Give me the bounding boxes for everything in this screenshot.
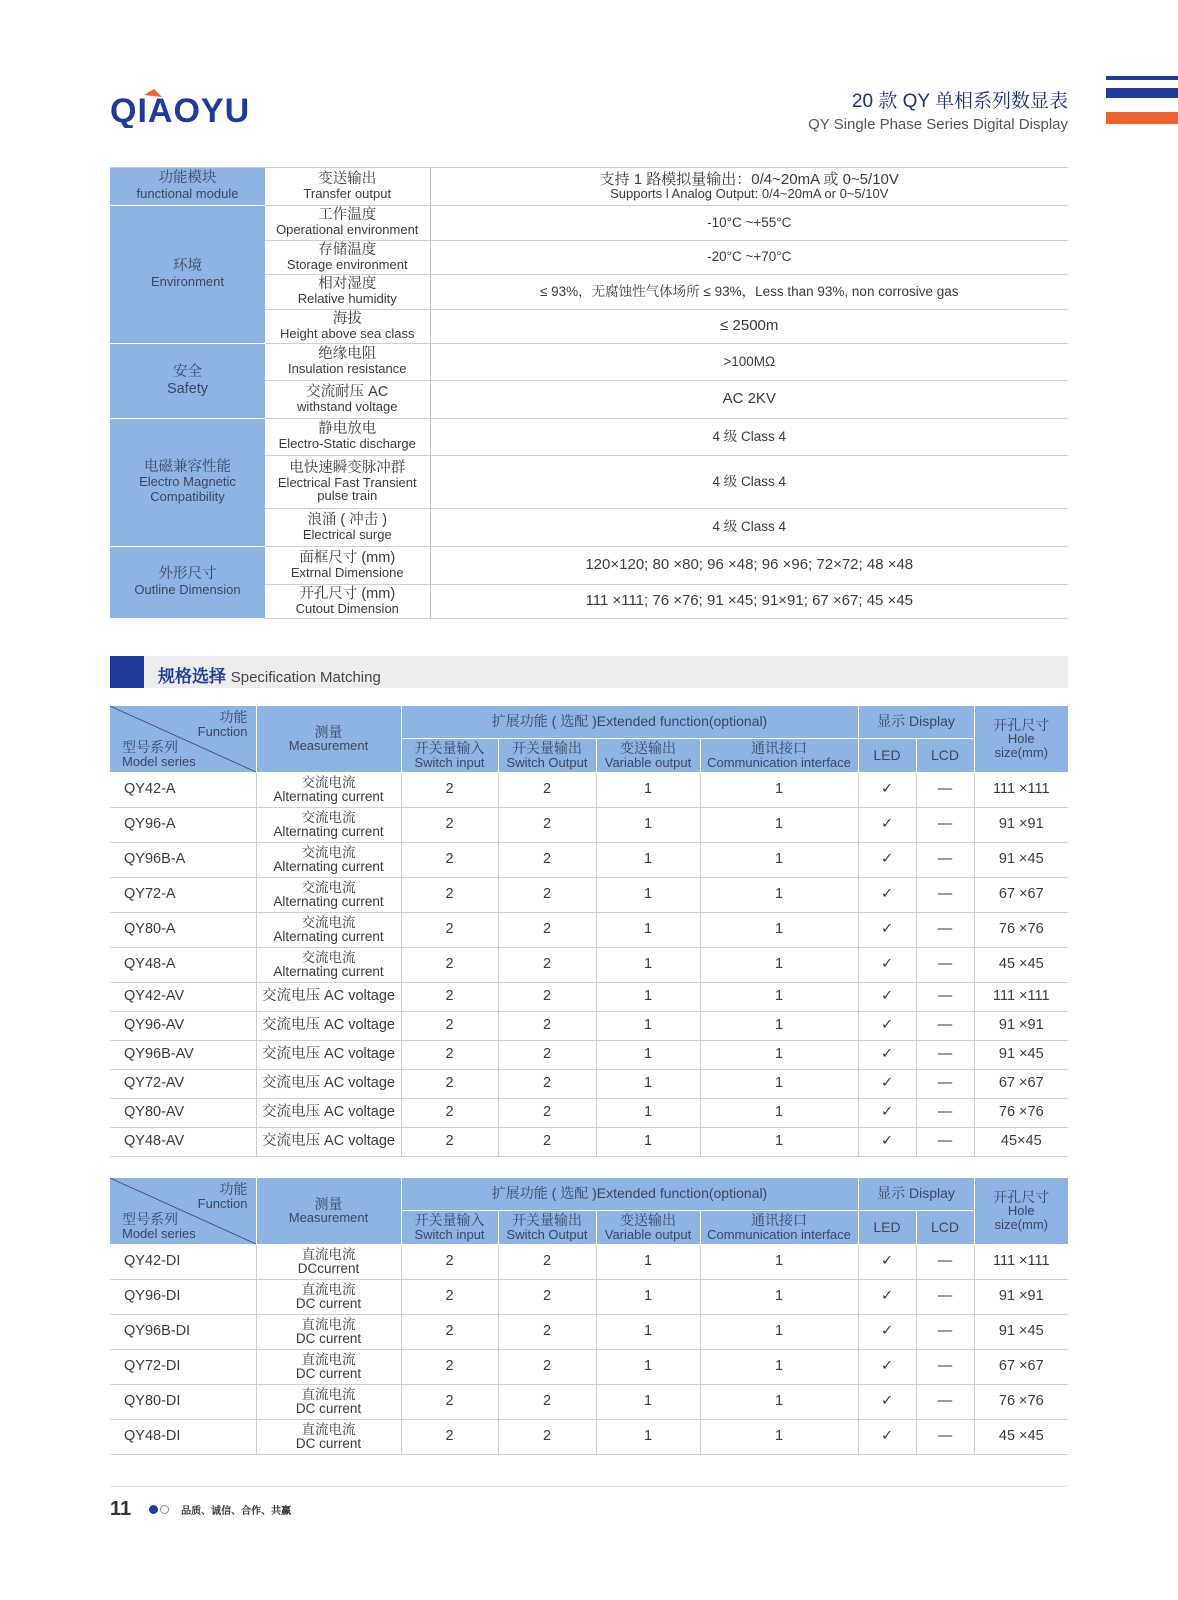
table-row [110,1040,1068,1069]
measurement-cell: 交流电压 AC voltage [256,1098,401,1127]
measurement-cell: 交流电压 AC voltage [256,1040,401,1069]
led-check-icon: ✓ [858,912,916,947]
comm-interface-header: 通讯接口 Communication interface [700,1210,858,1244]
comm-interface-cell: 1 [700,1040,858,1069]
measurement-cell: 交流电流 Alternating current [256,877,401,912]
led-check-icon: ✓ [858,1040,916,1069]
table-row [110,877,1068,912]
table-row [110,546,1068,584]
measurement-cell: 直流电流 DC current [256,1419,401,1454]
logo-mark-icon [110,86,280,128]
switch-input-cell: 2 [401,1069,498,1098]
hole-size-cell: 67 ×67 [974,1349,1068,1384]
category-cell: 安全 Safety [110,343,265,418]
model-cell: QY80-AV [110,1098,256,1127]
item-label-cell: 静电放电 Electro-Static discharge [265,418,430,455]
comm-interface-cell: 1 [700,772,858,807]
lcd-cell: — [916,1384,974,1419]
switch-input-cell: 2 [401,877,498,912]
measurement-cell: 直流电流 DC current [256,1314,401,1349]
switch-input-cell: 2 [401,1040,498,1069]
model-cell: QY96B-A [110,842,256,877]
switch-input-cell: 2 [401,1244,498,1279]
switch-output-header: 开关量输出 Switch Output [498,1210,596,1244]
lcd-header: LCD [916,738,974,772]
led-check-icon: ✓ [858,772,916,807]
hole-size-cell: 45×45 [974,1127,1068,1156]
table-row [110,1011,1068,1040]
function-model-header: 功能 Function 型号系列 Model series [110,1178,256,1244]
lcd-cell: — [916,1011,974,1040]
table-row [110,772,1068,807]
comm-interface-cell: 1 [700,1069,858,1098]
extended-function-header: 扩展功能 ( 选配 )Extended function(optional) [401,706,858,738]
footer-divider [110,1486,1068,1487]
comm-interface-cell: 1 [700,807,858,842]
header-stripe-navy [1106,88,1178,98]
model-cell: QY48-DI [110,1419,256,1454]
variable-output-cell: 1 [596,1279,700,1314]
model-cell: QY96B-DI [110,1314,256,1349]
lcd-cell: — [916,842,974,877]
hole-size-header: 开孔尺寸 Hole size(mm) [974,706,1068,772]
display-header: 显示 Display [858,706,974,738]
comm-interface-cell: 1 [700,1244,858,1279]
comm-interface-cell: 1 [700,842,858,877]
table-row [110,1384,1068,1419]
item-label-cell: 绝缘电阻 Insulation resistance [265,343,430,380]
item-label-cell: 面框尺寸 (mm) Extrnal Dimensione [265,546,430,584]
category-cell: 电磁兼容性能 Electro Magnetic Compatibility [110,418,265,546]
switch-input-cell: 2 [401,807,498,842]
hole-size-cell: 111 ×111 [974,982,1068,1011]
value-cell: 111 ×111; 76 ×76; 91 ×45; 91×91; 67 ×67; 45 ×45 [430,584,1068,618]
comm-interface-cell: 1 [700,1419,858,1454]
comm-interface-cell: 1 [700,1279,858,1314]
display-header: 显示 Display [858,1178,974,1210]
switch-input-cell: 2 [401,842,498,877]
category-cell: 功能模块 functional module [110,168,265,205]
model-cell: QY48-A [110,947,256,982]
value-cell: ≤ 93%，无腐蚀性气体场所 ≤ 93%，Less than 93%, non corrosive gas [430,274,1068,309]
footer-slogan: 品质、诚信、合作、共赢 [181,1506,292,1517]
variable-output-cell: 1 [596,912,700,947]
lcd-cell: — [916,1419,974,1454]
measurement-cell: 交流电压 AC voltage [256,1127,401,1156]
dc-table-body [110,1244,1068,1454]
lcd-cell: — [916,1069,974,1098]
switch-input-cell: 2 [401,1349,498,1384]
led-check-icon: ✓ [858,1314,916,1349]
item-label-cell: 存储温度 Storage environment [265,240,430,274]
model-cell: QY96-A [110,807,256,842]
measurement-cell: 交流电流 Alternating current [256,772,401,807]
switch-output-cell: 2 [498,1127,596,1156]
table-row [110,205,1068,240]
ac-model-table [110,706,1068,1157]
measurement-cell: 交流电压 AC voltage [256,1011,401,1040]
item-label-cell: 开孔尺寸 (mm) Cutout Dimension [265,584,430,618]
variable-output-cell: 1 [596,772,700,807]
lcd-cell: — [916,807,974,842]
environment-table [110,168,1068,619]
item-label-cell: 变送输出 Transfer output [265,168,430,205]
led-check-icon: ✓ [858,1419,916,1454]
lcd-cell: — [916,1314,974,1349]
switch-output-cell: 2 [498,1011,596,1040]
value-cell: 4 级 Class 4 [430,508,1068,546]
measurement-cell: 交流电流 Alternating current [256,842,401,877]
table-row [110,807,1068,842]
model-cell: QY80-A [110,912,256,947]
switch-input-cell: 2 [401,1279,498,1314]
switch-input-cell: 2 [401,1011,498,1040]
led-check-icon: ✓ [858,982,916,1011]
led-check-icon: ✓ [858,1127,916,1156]
item-label-cell: 浪涌 ( 冲击 ) Electrical surge [265,508,430,546]
switch-input-cell: 2 [401,1384,498,1419]
item-label-cell: 相对湿度 Relative humidity [265,274,430,309]
value-cell: -20°C ~+70°C [430,240,1068,274]
comm-interface-cell: 1 [700,912,858,947]
table-row [110,1349,1068,1384]
variable-output-cell: 1 [596,1127,700,1156]
hole-size-cell: 76 ×76 [974,1384,1068,1419]
model-cell: QY72-A [110,877,256,912]
measurement-header: 测量 Measurement [256,1178,401,1244]
comm-interface-cell: 1 [700,877,858,912]
table-row [110,168,1068,205]
variable-output-cell: 1 [596,807,700,842]
page-number: 11 [110,1498,132,1520]
variable-output-cell: 1 [596,1069,700,1098]
switch-output-cell: 2 [498,807,596,842]
comm-interface-cell: 1 [700,1098,858,1127]
model-cell: QY80-DI [110,1384,256,1419]
hole-size-cell: 45 ×45 [974,947,1068,982]
header-row [110,1178,1068,1210]
switch-input-cell: 2 [401,1127,498,1156]
footer-dots-icon [149,1505,169,1514]
table-row [110,842,1068,877]
switch-output-cell: 2 [498,1244,596,1279]
page-title-cn: 20 款 QY 单相系列数显表 [851,91,1068,112]
measurement-cell: 交流电流 Alternating current [256,947,401,982]
lcd-cell: — [916,1279,974,1314]
model-cell: QY96-DI [110,1279,256,1314]
table-row [110,1069,1068,1098]
hole-size-cell: 45 ×45 [974,1419,1068,1454]
switch-input-header: 开关量输入 Switch input [401,1210,498,1244]
lcd-cell: — [916,912,974,947]
hole-size-cell: 67 ×67 [974,1069,1068,1098]
lcd-cell: — [916,772,974,807]
model-cell: QY96-AV [110,1011,256,1040]
switch-input-cell: 2 [401,1419,498,1454]
measurement-cell: 交流电流 Alternating current [256,912,401,947]
measurement-cell: 交流电流 Alternating current [256,807,401,842]
variable-output-cell: 1 [596,842,700,877]
lcd-cell: — [916,1127,974,1156]
switch-output-cell: 2 [498,1098,596,1127]
switch-input-cell: 2 [401,772,498,807]
hole-size-cell: 91 ×45 [974,1040,1068,1069]
switch-output-cell: 2 [498,1314,596,1349]
item-label-cell: 海拔 Height above sea class [265,309,430,343]
led-header: LED [858,1210,916,1244]
led-check-icon: ✓ [858,1384,916,1419]
variable-output-cell: 1 [596,1244,700,1279]
led-check-icon: ✓ [858,1011,916,1040]
hole-size-cell: 67 ×67 [974,877,1068,912]
header-stripe-navy-thin [1106,76,1178,80]
variable-output-cell: 1 [596,1349,700,1384]
header-row [110,706,1068,738]
comm-interface-cell: 1 [700,947,858,982]
function-model-header: 功能 Function 型号系列 Model series [110,706,256,772]
header-stripe-orange [1106,112,1178,124]
item-label-cell: 电快速瞬变脉冲群 Electrical Fast Transient pulse train [265,455,430,508]
footer [110,1498,291,1521]
switch-output-cell: 2 [498,1349,596,1384]
dc-model-table [110,1178,1068,1455]
switch-input-cell: 2 [401,982,498,1011]
led-header: LED [858,738,916,772]
variable-output-cell: 1 [596,1011,700,1040]
hole-size-cell: 111 ×111 [974,1244,1068,1279]
led-check-icon: ✓ [858,1349,916,1384]
lcd-cell: — [916,1098,974,1127]
variable-output-cell: 1 [596,1314,700,1349]
value-cell: 120×120; 80 ×80; 96 ×48; 96 ×96; 72×72; 48 ×48 [430,546,1068,584]
page-title-en: QY Single Phase Series Digital Display [808,116,1068,133]
lcd-cell: — [916,877,974,912]
qiaoyu-logo [110,86,280,133]
model-cell: QY72-AV [110,1069,256,1098]
switch-input-header: 开关量输入 Switch input [401,738,498,772]
extended-function-header: 扩展功能 ( 选配 )Extended function(optional) [401,1178,858,1210]
switch-input-cell: 2 [401,1314,498,1349]
item-label-cell: 交流耐压 AC withstand voltage [265,380,430,418]
table-row [110,418,1068,455]
category-cell: 环境 Environment [110,205,265,343]
svg-text:QIAOYU: QIAOYU [110,92,251,128]
model-cell: QY96B-AV [110,1040,256,1069]
hole-size-cell: 91 ×91 [974,1279,1068,1314]
variable-output-cell: 1 [596,877,700,912]
switch-input-cell: 2 [401,912,498,947]
hole-size-header: 开孔尺寸 Hole size(mm) [974,1178,1068,1244]
led-check-icon: ✓ [858,1244,916,1279]
led-check-icon: ✓ [858,877,916,912]
led-check-icon: ✓ [858,842,916,877]
switch-output-cell: 2 [498,1040,596,1069]
hole-size-cell: 76 ×76 [974,1098,1068,1127]
led-check-icon: ✓ [858,1279,916,1314]
table-row [110,947,1068,982]
hole-size-cell: 91 ×91 [974,1011,1068,1040]
variable-output-cell: 1 [596,947,700,982]
led-check-icon: ✓ [858,947,916,982]
table-row [110,343,1068,380]
table-row [110,1419,1068,1454]
value-cell: AC 2KV [430,380,1068,418]
hole-size-cell: 76 ×76 [974,912,1068,947]
switch-output-cell: 2 [498,1069,596,1098]
switch-output-cell: 2 [498,877,596,912]
comm-interface-header: 通讯接口 Communication interface [700,738,858,772]
table-row [110,1127,1068,1156]
led-check-icon: ✓ [858,1069,916,1098]
measurement-cell: 交流电压 AC voltage [256,1069,401,1098]
lcd-cell: — [916,1349,974,1384]
hole-size-cell: 91 ×91 [974,807,1068,842]
table-row [110,1244,1068,1279]
table-row [110,982,1068,1011]
lcd-cell: — [916,982,974,1011]
spec-matching-bar [110,656,1068,688]
value-cell: 支持 1 路模拟量输出：0/4~20mA 或 0~5/10V Supports l Analog Output: 0/4~20mA or 0~5/10V [430,168,1068,205]
variable-output-cell: 1 [596,1419,700,1454]
measurement-cell: 直流电流 DCcurrent [256,1244,401,1279]
measurement-cell: 交流电压 AC voltage [256,982,401,1011]
table-row [110,912,1068,947]
model-cell: QY42-A [110,772,256,807]
led-check-icon: ✓ [858,807,916,842]
category-cell: 外形尺寸 Outline Dimension [110,546,265,618]
measurement-cell: 直流电流 DC current [256,1384,401,1419]
variable-output-cell: 1 [596,982,700,1011]
switch-output-cell: 2 [498,1279,596,1314]
model-cell: QY42-DI [110,1244,256,1279]
comm-interface-cell: 1 [700,1349,858,1384]
led-check-icon: ✓ [858,1098,916,1127]
item-label-cell: 工作温度 Operational environment [265,205,430,240]
comm-interface-cell: 1 [700,1127,858,1156]
switch-output-cell: 2 [498,947,596,982]
lcd-cell: — [916,1040,974,1069]
switch-output-cell: 2 [498,1384,596,1419]
comm-interface-cell: 1 [700,1314,858,1349]
ac-table-body [110,772,1068,1156]
comm-interface-cell: 1 [700,1011,858,1040]
hole-size-cell: 111 ×111 [974,772,1068,807]
variable-output-cell: 1 [596,1098,700,1127]
hole-size-cell: 91 ×45 [974,842,1068,877]
model-cell: QY48-AV [110,1127,256,1156]
measurement-cell: 直流电流 DC current [256,1279,401,1314]
switch-input-cell: 2 [401,947,498,982]
section-title: 规格选择 Specification Matching [158,667,381,686]
variable-output-cell: 1 [596,1384,700,1419]
variable-output-header: 变送输出 Variable output [596,1210,700,1244]
table-row [110,1098,1068,1127]
value-cell: 4 级 Class 4 [430,418,1068,455]
switch-output-cell: 2 [498,772,596,807]
table-row [110,1314,1068,1349]
value-cell: ≤ 2500m [430,309,1068,343]
model-cell: QY72-DI [110,1349,256,1384]
comm-interface-cell: 1 [700,982,858,1011]
measurement-header: 测量 Measurement [256,706,401,772]
lcd-header: LCD [916,1210,974,1244]
comm-interface-cell: 1 [700,1384,858,1419]
page-title-block [808,86,1068,133]
variable-output-header: 变送输出 Variable output [596,738,700,772]
value-cell: 4 级 Class 4 [430,455,1068,508]
switch-output-header: 开关量输出 Switch Output [498,738,596,772]
switch-output-cell: 2 [498,982,596,1011]
value-cell: -10°C ~+55°C [430,205,1068,240]
switch-output-cell: 2 [498,842,596,877]
lcd-cell: — [916,947,974,982]
variable-output-cell: 1 [596,1040,700,1069]
hole-size-cell: 91 ×45 [974,1314,1068,1349]
value-cell: >100MΩ [430,343,1068,380]
section-square-icon [110,656,144,688]
switch-output-cell: 2 [498,912,596,947]
model-cell: QY42-AV [110,982,256,1011]
switch-input-cell: 2 [401,1098,498,1127]
switch-output-cell: 2 [498,1419,596,1454]
lcd-cell: — [916,1244,974,1279]
measurement-cell: 直流电流 DC current [256,1349,401,1384]
table-row [110,1279,1068,1314]
